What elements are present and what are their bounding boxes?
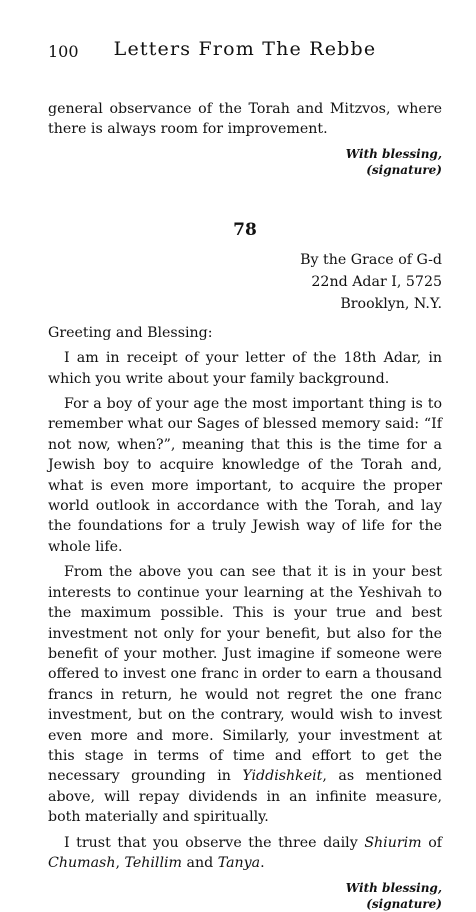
- closing-line: With blessing,: [345, 881, 442, 896]
- letter-paragraph: [48, 833, 442, 874]
- italic-term: Shiurim: [364, 834, 422, 851]
- running-title: Letters From The Rebbe: [113, 38, 377, 60]
- page-number: 100: [48, 42, 79, 61]
- letter-dateline: [48, 249, 442, 315]
- dateline-line: Brooklyn, N.Y.: [340, 295, 442, 312]
- previous-letter-closing: [48, 146, 442, 178]
- italic-term: Tehillim: [124, 854, 182, 871]
- letter-greeting: Greeting and Blessing:: [48, 324, 213, 341]
- paragraph-text: , as mentioned above, will repay dividends in an infinite measure, both materially and spiritually.: [48, 768, 443, 826]
- paragraph-text: ,: [115, 854, 125, 871]
- signature-line: (signature): [366, 162, 442, 177]
- paragraph-text: I trust that you observe the three daily: [64, 834, 365, 851]
- letter-number: 78: [233, 219, 257, 240]
- letter-paragraph: I am in receipt of your letter of the 18th Adar, in which you write about your family background.: [48, 350, 442, 387]
- italic-term: Tanya: [217, 854, 261, 871]
- paragraph-text: .: [260, 854, 265, 871]
- page-header: [48, 38, 442, 62]
- letter-paragraph: [48, 562, 442, 827]
- letter-paragraph: For a boy of your age the most important thing is to remember what our Sages of blessed memory said: “If not now, when?”, meaning that this is the time for a Jewish boy to acquire knowledge of the Torah and, what is even more important, to acquire the proper world outlook in accordance with the Torah, and lay the foundations for a truly Jewish way of life for the whole life.: [48, 396, 442, 555]
- book-page: [48, 0, 443, 912]
- paragraph-text: of: [421, 834, 442, 851]
- page-content: [48, 99, 442, 912]
- signature-line: (signature): [366, 897, 442, 912]
- italic-term: Yiddishkeit: [242, 768, 323, 785]
- paragraph-text: and: [182, 854, 218, 871]
- letter-closing: [48, 880, 442, 912]
- dateline-line: 22nd Adar I, 5725: [311, 273, 442, 290]
- closing-line: With blessing,: [345, 146, 442, 161]
- previous-letter-paragraph: general observance of the Torah and Mitzvos, where there is always room for improvement.: [48, 101, 442, 138]
- paragraph-text: From the above you can see that it is in your best interests to continue your learning at the Yeshivah to the maximum possible. This is your true and best investment not only for your benefit, but also for the benefit of your mother. Just imagine if someone were offered to invest one franc in order to earn a thousand francs in return, he would not regret the one franc investment, but on the contrary, would wish to invest even more and more. Similarly, your investment at this stage in terms of time and effort to get the necessary grounding in: [48, 564, 442, 785]
- italic-term: Chumash: [48, 854, 116, 871]
- dateline-line: By the Grace of G-d: [300, 251, 442, 268]
